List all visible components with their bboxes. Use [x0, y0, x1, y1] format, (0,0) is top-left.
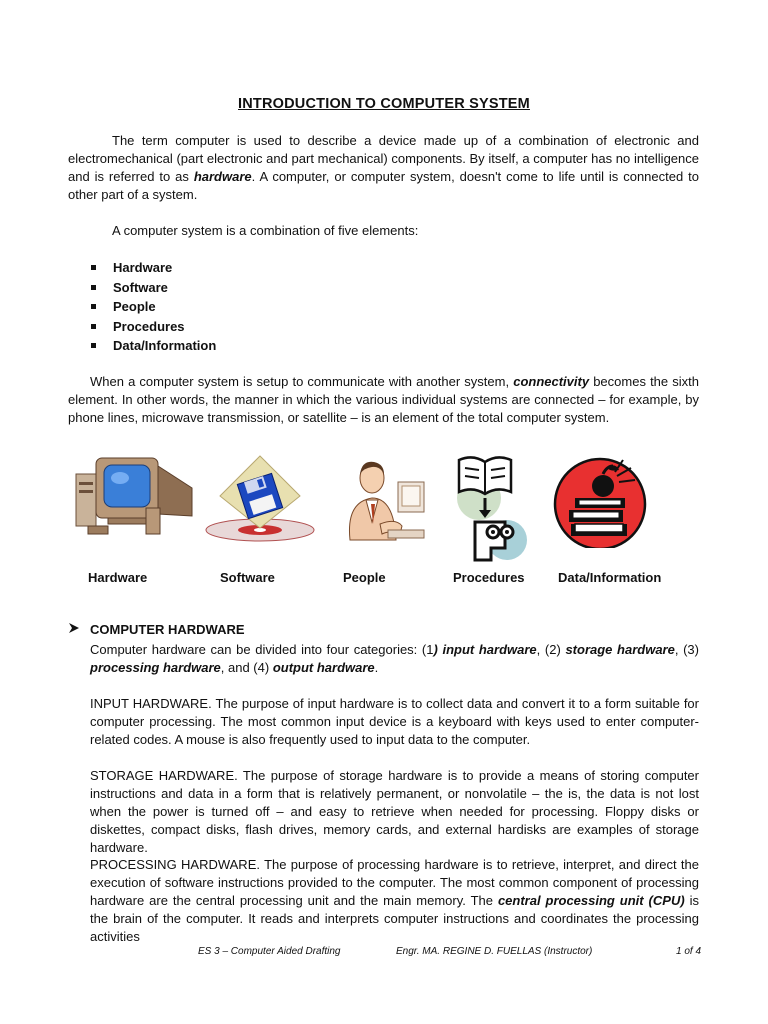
intro-text: The term computer is used to describe a device made up of a combination of electronic and electromechanical (part electronic and part mechanical) components. By itself, a computer has no intelligence and is referred to as [68, 133, 699, 184]
page-title: INTRODUCTION TO COMPUTER SYSTEM [238, 96, 530, 112]
footer-instructor: Engr. MA. REGINE D. FUELLAS (Instructor) [396, 946, 593, 957]
list-item-label: Hardware [113, 260, 173, 275]
processing-hardware-paragraph [90, 856, 699, 946]
arrow-bullet-icon [68, 622, 90, 637]
intro-text-end: . A computer, or computer system, doesn't come to life until is connected to other part of a system. [68, 169, 699, 202]
section-heading-hardware [68, 622, 245, 637]
input-hardware-paragraph: INPUT HARDWARE. The purpose of input hardware is to collect data and convert it to a form suitable for computer processing. The most common input device is a keyboard with keys used to enter computer-related codes. A mouse is also frequently used to input data to the computer. [90, 696, 699, 747]
procedures-icon [453, 452, 529, 573]
processing-text-end: is the brain of the computer. It reads and interprets computer instructions and coordinates the processing activities [90, 893, 699, 944]
category-storage: storage hardware [565, 642, 675, 657]
person-icon [336, 452, 428, 547]
list-item-label: Software [113, 279, 168, 295]
elements-list [88, 258, 216, 356]
storage-hardware-paragraph: STORAGE HARDWARE. The purpose of storage hardware is to provide a means of storing computer instructions and data in a form that is relatively permanent, or nonvolatile – the is, the data is not lost when the power is turned off – and easy to retrieve when needed for processing. Floppy disks or diskettes, compact disks, flash drives, memory cards, and external hardisks are examples of storage hardware. [90, 768, 699, 855]
list-item [88, 258, 216, 278]
section-heading-text: COMPUTER HARDWARE [90, 622, 245, 637]
category-processing: processing hardware [90, 660, 221, 675]
categories-text: , (2) [536, 642, 566, 657]
list-item [88, 336, 216, 356]
elements-intro [68, 222, 699, 240]
categories-text: . [374, 660, 379, 675]
list-item-label: People [113, 299, 156, 314]
bullet-icon [91, 285, 96, 290]
list-item [88, 317, 216, 337]
connectivity-term: connectivity [513, 374, 590, 389]
intro-paragraph [68, 132, 699, 204]
category-output: output hardware [272, 660, 375, 675]
list-item-label: Data/Information [113, 338, 217, 353]
footer-course: ES 3 – Computer Aided Drafting [198, 946, 341, 957]
connectivity-paragraph [68, 373, 699, 427]
cpu-term: central processing unit (CPU) [497, 893, 685, 908]
categories-text: Computer hardware can be divided into four categories: (1 [90, 642, 434, 657]
books-icon [553, 452, 649, 553]
list-item [88, 278, 216, 298]
figure-label: Hardware [88, 570, 148, 585]
list-item [88, 297, 216, 317]
bullet-icon [91, 324, 96, 329]
elements-intro-text: A computer system is a combination of five elements: [112, 223, 419, 238]
categories-text: , (3) [674, 642, 699, 657]
categories-text: , and (4) [220, 660, 273, 675]
processing-text: PROCESSING HARDWARE. The purpose of processing hardware is to retrieve, interpret, and direct the execution of software instructions provided to the computer. The most common component of processing hardware are the central processing unit and the main memory. The [90, 857, 699, 908]
floppy-disk-icon [204, 452, 316, 549]
bullet-icon [91, 343, 96, 348]
bullet-icon [91, 304, 96, 309]
bullet-icon [91, 265, 96, 270]
footer-page-number: 1 of 4 [676, 946, 702, 957]
hardware-categories [90, 641, 699, 677]
computer-icon [74, 452, 199, 542]
connectivity-text-end: becomes the sixth element. In other words, the manner in which the various individual systems are connected – for example, by phone lines, microwave transmission, or satellite – is an element of the total computer system. [68, 374, 699, 425]
hardware-term: hardware [193, 169, 252, 184]
connectivity-text: When a computer system is setup to communicate with another system, [90, 374, 514, 389]
figure-label: Data/Information [558, 570, 662, 585]
figure-label: People [343, 570, 386, 585]
category-input: ) input hardware [433, 642, 537, 657]
figure-label: Procedures [453, 570, 525, 585]
list-item-label: Procedures [113, 318, 185, 334]
figure-label: Software [220, 570, 275, 585]
